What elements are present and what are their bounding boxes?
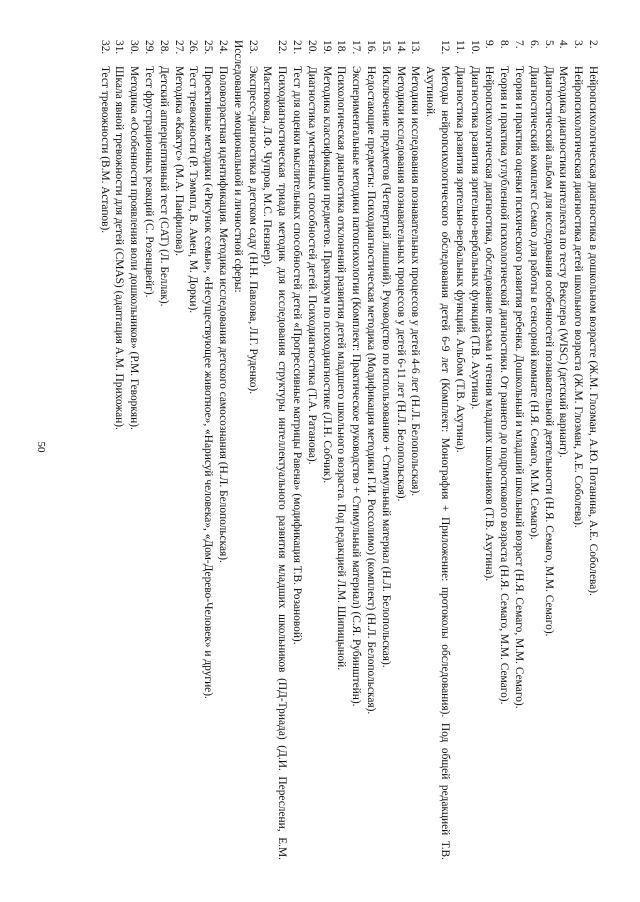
item-number: 25. <box>202 40 215 55</box>
item-text: Диагностический альбом для исследования особенностей познавательной деятельности (Н.Я. Семаго, М.М. Семаго). <box>542 66 555 637</box>
item-number: 17. <box>350 40 363 55</box>
item-number: 26. <box>187 40 200 55</box>
item-number: 3. <box>572 40 585 49</box>
list-item <box>289 40 304 860</box>
list-item <box>467 40 482 860</box>
item-number: 13. <box>409 40 422 55</box>
item-number: 4. <box>557 40 570 49</box>
item-text: Проективные методики («Рисунок семьи», «Несуществующее животное», «Нарисуй человека», «Дом-Дерево-Человек» и другие). <box>202 66 215 699</box>
item-text: Теория и практика углубленной психологической диагностики. От раннего до подросткового возраста (Н.Я. Семаго, М.М. Семаго). <box>498 66 511 705</box>
item-number: 20. <box>305 40 318 55</box>
list-item <box>156 40 171 860</box>
item-text: Методика «Кактус» (М.А. Панфилова). <box>172 66 185 256</box>
item-text: Методики исследования познавательных процессов у детей 4-6 лет (Н.Л. Белопольская). <box>409 66 422 497</box>
item-text: Детский апперцептивный тест (CAT) (Л. Беллак). <box>157 66 170 307</box>
item-text: Методики исследования познавательных процессов у детей 6-11 лет (Н.Л. Белопольская). <box>394 66 407 502</box>
item-text: Тест тревожности (В.М. Астапов). <box>98 66 111 234</box>
item-number: 19. <box>320 40 333 55</box>
list-item <box>319 40 334 860</box>
item-number: 7. <box>513 40 526 49</box>
item-number: 23. <box>246 40 259 55</box>
item-text: Тест тревожности (Р. Тэммпл, В. Амен, М. Дорки). <box>187 66 200 314</box>
item-text: Экспериментальные методики патопсихологии (Комплект: Практическое руководство + Стимульный материал) (С.Я. Рубинштейн). <box>350 66 363 707</box>
item-number: 12. <box>439 40 452 55</box>
list-item <box>171 40 186 860</box>
item-text: Нейропсихологическая диагностика, обследование письма и чтения младших школьников (Т.В. Ахутина). <box>483 66 496 582</box>
diagnostics-list <box>245 40 600 860</box>
list-item <box>496 40 511 860</box>
document-body <box>40 40 600 860</box>
list-item <box>363 40 378 860</box>
list-item <box>585 40 600 860</box>
item-number: 18. <box>335 40 348 55</box>
list-item <box>245 40 260 860</box>
list-item <box>526 40 541 860</box>
list-item <box>112 40 127 860</box>
item-number: 22. <box>276 40 289 55</box>
list-item <box>141 40 156 860</box>
item-text: Методика диагностики интеллекта по тесту Векслера (WISC) (детский вариант). <box>557 66 570 458</box>
item-text: Диагностика умственных способностей детей. Психодиагностика (Т.А. Ратанова). <box>305 66 318 465</box>
item-text: Психодиагностическая триада методик для исследования структуры интеллектуального развития младших школьников (ПД-Триада) (Д.И. Переслени, Е.М. Мастюкова, Л.Ф. Чупров, М.С. Пензнер). <box>261 66 289 860</box>
list-item <box>541 40 556 860</box>
item-number: 14. <box>394 40 407 55</box>
item-text: Нейропсихологическая диагностика детей школьного возраста (Ж.М. Глозман, А.Е. Соболева). <box>572 66 585 528</box>
item-number: 32. <box>98 40 111 55</box>
item-number: 31. <box>113 40 126 55</box>
item-text: Методика «Особенности проявления воли дошкольников» (Р.М. Геворкян). <box>128 66 141 430</box>
emotional-sphere-list <box>97 40 230 860</box>
item-text: Исключение предметов (Четвертый лишний). Руководство по использованию + Стимульный материал (Н.Л. Белопольская). <box>379 66 392 668</box>
list-item <box>556 40 571 860</box>
list-item <box>408 40 423 860</box>
item-text: Экспресс-диагностика в детском саду (Н.Н. Павлова, Л.Г. Руденко). <box>246 66 259 395</box>
item-text: Тест для оценки мыслительных способностей детей «Прогрессивные матрицы Равена» (модификация Т.В. Розановой). <box>291 66 304 645</box>
item-text: Психологическая диагностика отклонений развития детей младшего школьного возраста. Под редакцией Л.М. Шипицыной. <box>335 66 348 671</box>
item-text: Шкала явной тревожности для детей (CMAS) (адаптация А.М. Прихожан). <box>113 66 126 430</box>
item-text: Диагностика развития зрительно-вербальных функций (Т.В. Ахутина). <box>468 66 481 410</box>
list-item <box>511 40 526 860</box>
item-text: Методы нейропсихологического обследования детей 6-9 лет (Комплект: Монография + Приложение: протоколы обследования). Под общей редакцией Т.В. Ахутиной. <box>424 66 452 860</box>
list-item <box>97 40 112 860</box>
list-item <box>452 40 467 860</box>
item-number: 9. <box>483 40 496 49</box>
item-number: 21. <box>291 40 304 55</box>
page-number: 50 <box>35 441 47 453</box>
list-item <box>200 40 215 860</box>
list-item <box>570 40 585 860</box>
item-text: Методика классификации предметов. Практикум по психодиагностике (Л.Н. Собчик). <box>320 66 333 484</box>
item-number: 11. <box>453 40 466 54</box>
item-number: 24. <box>217 40 230 55</box>
list-item <box>378 40 393 860</box>
item-number: 8. <box>498 40 511 49</box>
item-text: Недостающие предметы: Психодиагностическая методика (Модификация методики Г.И. Россолимо) (комплект) (Н.Л. Белопольская). <box>365 66 378 715</box>
list-item <box>127 40 142 860</box>
item-number: 5. <box>542 40 555 49</box>
item-number: 30. <box>128 40 141 55</box>
item-text: Диагностика развития зрительно-вербальных функций. Альбом (Т.В. Ахутина). <box>453 66 466 453</box>
item-number: 28. <box>157 40 170 55</box>
list-item <box>215 40 230 860</box>
section-heading: Исследование эмоциональной и личностной сферы: <box>231 40 244 293</box>
item-number: 2. <box>587 40 599 49</box>
item-text: Нейропсихологическая диагностика в дошкольном возрасте (Ж.М. Глозман, А.Ю. Потанина, А.Е. Соболева). <box>587 66 599 596</box>
item-number: 10. <box>468 40 481 55</box>
list-item <box>348 40 363 860</box>
list-item <box>334 40 349 860</box>
item-text: Тест фрустрационных реакций (С. Розенцвейг). <box>143 66 156 298</box>
item-text: Половозрастная идентификация. Методика исследования детского самосознания (Н.Л. Белопольская). <box>217 66 230 563</box>
item-number: 15. <box>379 40 392 55</box>
list-item <box>260 40 290 860</box>
item-number: 29. <box>143 40 156 55</box>
item-number: 27. <box>172 40 185 55</box>
list-item <box>393 40 408 860</box>
item-text: Диагностический комплект Семаго для работы в сенсорной комнате (Н.Я. Семаго, М.М. Семаго). <box>527 66 540 540</box>
list-item <box>304 40 319 860</box>
list-item <box>482 40 497 860</box>
item-text: Теория и практика оценки психического развития ребенка. Дошкольный и младший школьный возраст (Н.Я. Семаго, М.М. Семаго). <box>513 66 526 709</box>
item-number: 6. <box>527 40 540 49</box>
item-number: 16. <box>365 40 378 55</box>
list-item <box>186 40 201 860</box>
list-item <box>422 40 452 860</box>
